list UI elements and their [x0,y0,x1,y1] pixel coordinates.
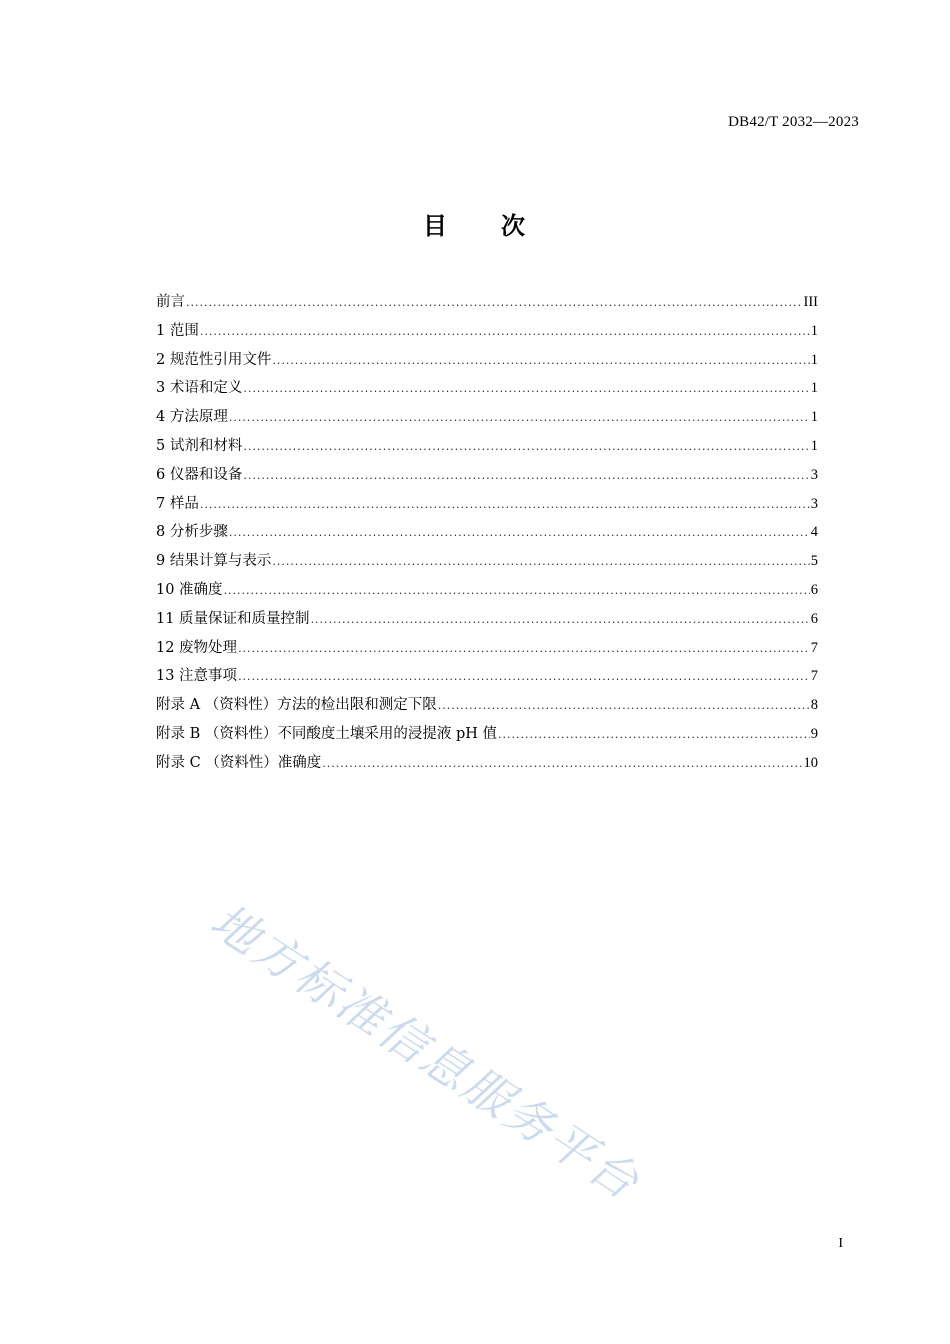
toc-entry-page: 1 [810,351,818,368]
watermark: 地方标准信息服务平台 [200,893,650,1212]
toc-entry-page: 3 [810,466,818,483]
toc-entry-analysis-steps[interactable] [156,518,818,547]
dot-leader [272,548,809,577]
toc-title [0,206,950,241]
toc-entry-label: 1 范围 [156,322,199,339]
toc-entry-page: 10 [803,754,818,771]
toc-entry-scope[interactable] [156,317,818,346]
toc-entry-page: III [803,294,818,310]
dot-leader [200,318,810,347]
toc-entry-label: 12 废物处理 [156,639,238,656]
toc-entry-waste-disposal[interactable] [156,634,818,663]
toc-entry-page: 7 [810,639,818,656]
dot-leader [238,635,810,664]
dot-leader [438,692,810,721]
toc-entry-page: 1 [810,409,818,426]
toc-entry-method-principle[interactable] [156,403,818,432]
toc-entry-page: 1 [810,380,818,397]
dot-leader [238,663,810,692]
toc-entry-accuracy[interactable] [156,576,818,605]
toc-entry-label: 附录 A （资料性）方法的检出限和测定下限 [156,697,437,714]
toc-entry-page: 5 [810,553,818,570]
toc-title-char-2: 次 [501,212,527,240]
toc-entry-page: 9 [810,725,818,742]
toc-entry-label: 8 分析步骤 [156,524,228,541]
toc-entry-terms-definitions[interactable] [156,374,818,403]
toc-entry-label: 前言 [156,294,185,310]
toc-entry-label: 3 术语和定义 [156,380,243,397]
toc-entry-appendix-c[interactable] [156,749,818,778]
toc-entry-label: 11 质量保证和质量控制 [156,610,310,627]
standard-code: DB42/T 2032—2023 [728,114,859,130]
dot-leader [243,462,809,491]
toc-entry-appendix-b[interactable] [156,720,818,749]
toc-entry-instruments-equipment[interactable] [156,461,818,490]
toc-entry-label: 5 试剂和材料 [156,437,243,454]
toc-entry-page: 6 [810,610,818,627]
table-of-contents [156,288,818,778]
dot-leader [498,721,810,750]
toc-entry-label: 附录 B （资料性）不同酸度土壤采用的浸提液 pH 值 [156,725,498,742]
toc-entry-label: 6 仪器和设备 [156,466,243,483]
toc-entry-quality-assurance[interactable] [156,605,818,634]
toc-entry-precautions[interactable] [156,662,818,691]
toc-entry-page: 4 [810,524,818,541]
toc-entry-appendix-a[interactable] [156,691,818,720]
toc-entry-page: 7 [810,668,818,685]
toc-entry-label: 10 准确度 [156,581,223,598]
toc-title-char-1: 目 [423,212,449,240]
dot-leader [200,491,810,520]
page-number: I [838,1236,843,1251]
dot-leader [311,606,810,635]
dot-leader [229,519,810,548]
toc-entry-reagents-materials[interactable] [156,432,818,461]
toc-entry-results-calculation[interactable] [156,547,818,576]
toc-entry-label: 4 方法原理 [156,409,228,426]
dot-leader [243,375,809,404]
toc-entry-label: 附录 C （资料性）准确度 [156,754,322,771]
toc-entry-normative-references[interactable] [156,346,818,375]
toc-entry-label: 7 样品 [156,495,199,512]
toc-entry-page: 1 [810,437,818,454]
toc-entry-page: 6 [810,581,818,598]
toc-entry-page: 3 [810,495,818,512]
dot-leader [224,577,810,606]
toc-entry-foreword[interactable] [156,288,818,317]
toc-entry-label: 2 规范性引用文件 [156,351,272,368]
toc-entry-label: 9 结果计算与表示 [156,553,272,570]
dot-leader [243,433,809,462]
toc-entry-samples[interactable] [156,490,818,519]
dot-leader [229,404,810,433]
dot-leader [272,347,809,376]
toc-entry-page: 1 [810,322,818,339]
dot-leader [186,289,803,318]
toc-entry-label: 13 注意事项 [156,668,238,685]
toc-entry-page: 8 [810,697,818,714]
dot-leader [322,750,802,779]
